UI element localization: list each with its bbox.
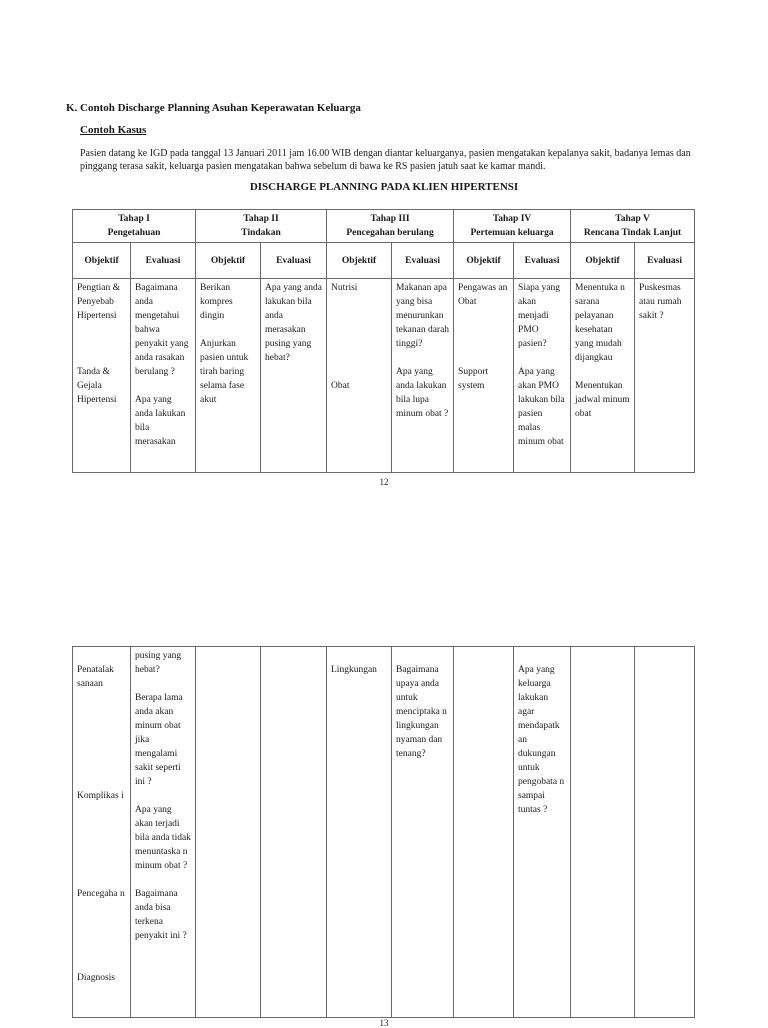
cell-text [77, 775, 126, 789]
stage-header: Tahap IV Pertemuan keluarga [454, 210, 571, 243]
cell-text [77, 691, 126, 705]
cell-text [77, 649, 126, 663]
table-cell [131, 647, 196, 1018]
table-cell [635, 647, 695, 1018]
cell-text: Obat [331, 381, 350, 391]
cell-text [331, 649, 387, 663]
evaluation-header: Evaluasi [131, 243, 196, 279]
evaluation-header: Evaluasi [261, 243, 327, 279]
case-label: Contoh Kasus [80, 124, 147, 136]
discharge-table-part-1 [72, 209, 695, 473]
cell-text [77, 705, 126, 719]
discharge-table-part-2 [72, 646, 695, 1018]
cell-text [331, 365, 387, 379]
stage-header: Tahap V Rencana Tindak Lanjut [571, 210, 695, 243]
table-cell [635, 279, 695, 473]
cell-text [458, 323, 509, 337]
cell-text [396, 649, 449, 663]
cell-text: Berikan kompres dingin [200, 283, 233, 321]
cell-text: Diagnosis [77, 973, 115, 983]
cell-text [77, 859, 126, 873]
evaluation-header: Evaluasi [635, 243, 695, 279]
cell-text [77, 323, 126, 337]
page-number: 12 [379, 477, 389, 487]
section-title: K. Contoh Discharge Planning Asuhan Keperawatan Keluarga [66, 102, 361, 114]
cell-text: Menentuka n sarana pelayanan kesehatan yang mudah dijangkau [575, 283, 625, 363]
cell-text [331, 337, 387, 351]
cell-text: Bagaimana upaya anda untuk menciptaka n lingkungan nyaman dan tenang? [396, 665, 447, 759]
objective-header: Objektif [73, 243, 131, 279]
objective-header: Objektif [571, 243, 635, 279]
table-cell [571, 279, 635, 473]
stage-header: Tahap II Tindakan [196, 210, 327, 243]
cell-text [77, 873, 126, 887]
table-cell [131, 279, 196, 473]
table-cell [514, 647, 571, 1018]
cell-text [77, 733, 126, 747]
cell-text [458, 309, 509, 323]
cell-text: Menentukan jadwal minum obat [575, 381, 630, 419]
cell-text: Berapa lama anda akan minum obat jika mengalami sakit seperti ini ? [135, 693, 183, 787]
cell-text: Nutrisi [331, 283, 358, 293]
table-cell [73, 647, 131, 1018]
cell-text [77, 831, 126, 845]
cell-text [331, 323, 387, 337]
table-cell [571, 647, 635, 1018]
stage-header-row [73, 210, 695, 243]
table-cell [392, 279, 454, 473]
cell-text: Apa yang akan terjadi bila anda tidak menuntaska n minum obat ? [135, 805, 191, 871]
cell-text [77, 845, 126, 859]
table-cell [392, 647, 454, 1018]
cell-text: Siapa yang akan menjadi PMO pasien? [518, 283, 560, 349]
table-cell [454, 647, 514, 1018]
cell-text: Komplikas i [77, 791, 124, 801]
table-cell [73, 279, 131, 473]
cell-text [77, 351, 126, 365]
cell-text: Tanda & Gejala Hipertensi [77, 367, 117, 405]
cell-text: Bagaimana anda bisa terkena penyakit ini ? [135, 889, 187, 941]
cell-text: Penatalak sanaan [77, 665, 114, 689]
case-description: Pasien datang ke IGD pada tanggal 13 Januari 2011 jam 16.00 WIB dengan diantar keluarganya, pasien mengatakan kepalanya sakit, badanya lemas dan pinggang terasa sakit, keluarga pasien mengatakan bahwa sebelum di bawa ke RS pasien jatuh saat ke kamar mandi. [80, 148, 691, 172]
cell-text: Lingkungan [331, 665, 377, 675]
objective-header: Objektif [327, 243, 392, 279]
cell-text [331, 295, 387, 309]
table-row [73, 647, 695, 1018]
cell-text [77, 901, 126, 915]
cell-text [77, 957, 126, 971]
stage-header: Tahap I Pengetahuan [73, 210, 196, 243]
cell-text [331, 309, 387, 323]
table-cell [514, 279, 571, 473]
cell-text: Apa yang anda lakukan bila anda merasakan pusing yang hebat? [265, 283, 322, 363]
document-title: DISCHARGE PLANNING PADA KLIEN HIPERTENSI [249, 181, 519, 193]
cell-text: Apa yang keluarga lakukan agar mendapatk an dukungan untuk pengobata n sampai tuntas ? [518, 665, 565, 815]
cell-text [77, 803, 126, 817]
evaluation-header: Evaluasi [514, 243, 571, 279]
cell-text [518, 649, 566, 663]
cell-text: Puskesmas atau rumah sakit ? [639, 283, 682, 321]
cell-text: Makanan apa yang bisa menurunkan tekanan darah tinggi? [396, 283, 450, 349]
cell-text: Anjurkan pasien untuk tirah baring selama fase akut [200, 339, 249, 405]
cell-text: Pengawas an Obat [458, 283, 508, 307]
cell-text [77, 747, 126, 761]
objective-header: Objektif [454, 243, 514, 279]
cell-text: Apa yang akan PMO lakukan bila pasien malas minum obat [518, 367, 565, 447]
cell-text: Support system [458, 367, 489, 391]
table-cell [327, 279, 392, 473]
cell-text [77, 337, 126, 351]
cell-text: Bagaimana anda mengetahui bahwa penyakit yang anda rasakan berulang ? [135, 283, 189, 377]
cell-text [77, 817, 126, 831]
cell-text [77, 943, 126, 957]
table-cell [261, 647, 327, 1018]
table-cell [454, 279, 514, 473]
cell-text: Pengtian & Penyebab Hipertensi [77, 283, 121, 321]
cell-text: Apa yang anda lakukan bila merasakan [135, 395, 186, 447]
cell-text [77, 915, 126, 929]
table-cell [327, 647, 392, 1018]
table-row [73, 279, 695, 473]
cell-text [458, 351, 509, 365]
table-cell [196, 279, 261, 473]
cell-text [331, 351, 387, 365]
objective-header: Objektif [196, 243, 261, 279]
table-cell [196, 647, 261, 1018]
cell-text [458, 337, 509, 351]
cell-text: Pencegaha n [77, 889, 125, 899]
table-cell [261, 279, 327, 473]
cell-text: Apa yang anda lakukan bila lupa minum obat ? [396, 367, 449, 419]
cell-text [77, 929, 126, 943]
subheader-row [73, 243, 695, 279]
cell-text [77, 719, 126, 733]
evaluation-header: Evaluasi [392, 243, 454, 279]
stage-header: Tahap III Pencegahan berulang [327, 210, 454, 243]
cell-text [77, 761, 126, 775]
page-number: 13 [379, 1018, 389, 1028]
cell-text: pusing yang hebat? [135, 651, 182, 675]
